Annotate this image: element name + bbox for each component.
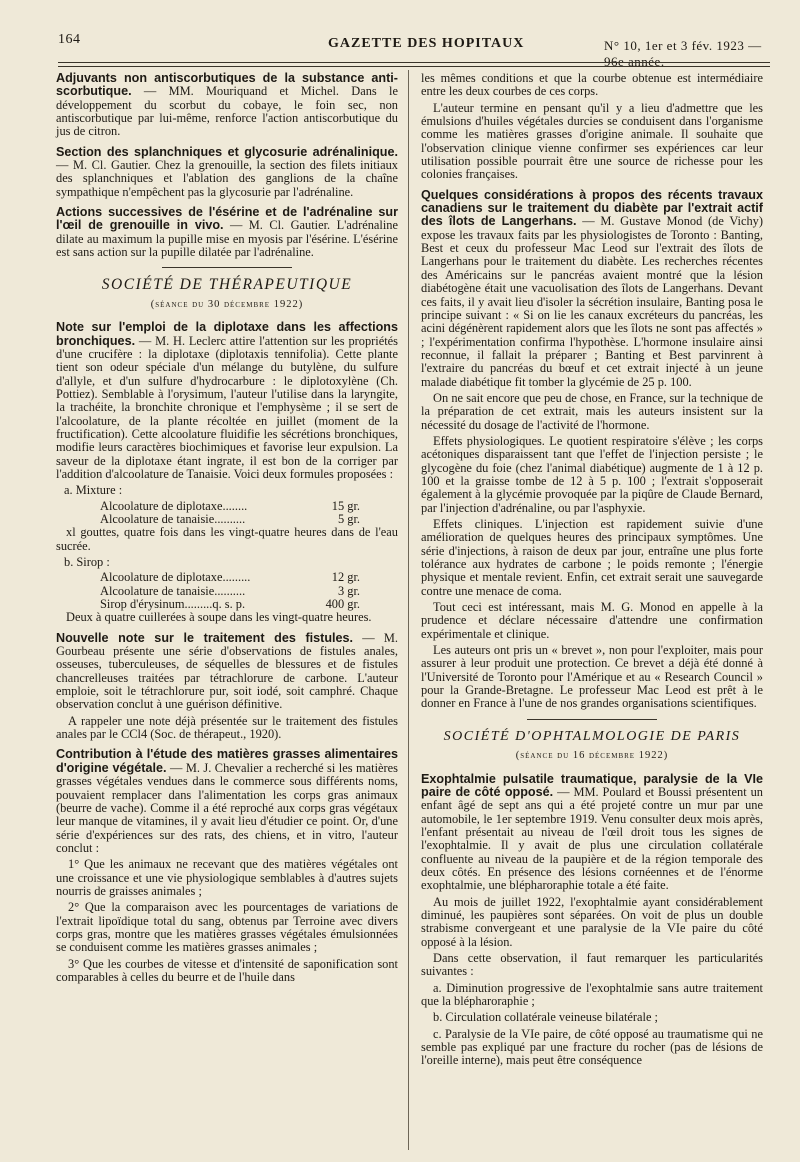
article-fistules	[56, 632, 398, 712]
right-column	[421, 72, 763, 1071]
formula-row	[56, 571, 398, 584]
formula-a-label: a. Mixture :	[64, 483, 123, 498]
section-subtitle: (séance du 16 décembre 1922)	[515, 750, 669, 762]
paragraph: Effets physiologiques. Le quotient respiratoire s'élève ; les corps acétoniques disparaissent tant que l'effet de l'injection persiste ; le glycogène du foie (chez l'animal diabétique) augmente de 1 à 12 p. 100 et la graisse tombe de 12 à 5 p. 100 ; l'extrait s'opposerait également à la glycémie provoquée par la piqûre de Claude Bernard, par l'injection d'adrénaline, ou par l'asphyxie.	[421, 433, 763, 515]
section-rule	[527, 719, 657, 720]
formula-ingredient: Alcoolature de tanaisie..........	[100, 583, 246, 598]
paragraph: L'auteur termine en pensant qu'il y a lieu d'admettre que les émulsions d'huiles végétales durcies se conduisent dans l'organisme comme les matières grasses d'origine animale. Il souhaite que l'observation clinique vienne confirmer ses expériences car leur utilisation possible pourrait être une source de richesse pour les colonies françaises.	[421, 100, 763, 182]
formula-row	[56, 500, 398, 513]
paragraph: Effets cliniques. L'injection est rapidement suivie d'une amélioration de quelques heures des principaux symptômes. Une série d'injections, à raison de deux par jour, entraîne une plus forte tolérance aux hydrates de carbone ; le poids remonte ; l'énergie physique et mentale revient. Enfin, cet extrait serait une sauvegarde contre une menace de coma.	[421, 517, 763, 598]
formula-ingredient: Alcoolature de diplotaxe.........	[100, 570, 251, 585]
article-body: — M. H. Leclerc attire l'attention sur les propriétés d'une crucifère : la diplotaxe (diplotaxis tennifolia). Cette plante tient son odeur spéciale d'un mélange du butylène, du sulfure d'allyle, et d'un sulfure d'hydrocarbure : le diplotoxylène (Ch. Pottiez). Semblable à l'orysimum, l'auteur l'utilise dans la laryngite, la trachéite, la bronchite chronique et l'emphysème ; il se sert de l'alcoolature, de la plante récoltée en juillet (moment de la fructification). Cette alcoolature fluidifie les sécrétions bronchiques, modifie leurs caractères biochimiques et favorise leur expulsion. La saveur de la diplotaxe étant ingrate, il est bon de la corriger par l'addition d'alcoolature de Tanaisie. Voici deux formules proposées :	[56, 333, 398, 481]
paragraph: 2° Que la comparaison avec les pourcentages de variations de l'extrait lipoïdique total du sang, obtenus par Terroine avec divers corps gras, montre que les matières grasses végétales émulsionnées se conduisent comme les matières grasses animales ;	[56, 900, 398, 955]
article-body: — MM. Poulard et Boussi présentent un enfant âgé de sept ans qui a été projeté contre un mur par une automobile, le 1er septembre 1919. Venu consulter deux mois après, l'enfant présentait au niveau de l'œil droit tous les signes de l'exophtalmie. Il y avait de plus une circulation collatérale confluente au niveau de la paupière et de la région temporale des deux côtés. En présence des lésions cornéennes et de l'énorme exophtalmie, une blépharoraphie totale a été faite.	[421, 784, 763, 893]
article-heading: Note sur l'emploi de la diplotaxe dans les affections bronchiques.	[56, 320, 398, 348]
paragraph: 3° Que les courbes de vitesse et d'intensité de saponification sont comparables à celles du beurre et de l'huile dans	[56, 956, 398, 984]
paragraph: Les auteurs ont pris un « brevet », non pour l'exploiter, mais pour assurer à leur produit une protection. Ce brevet a déjà été donné à l'Université de Toronto pour l'Amérique et au « Research Council » pour la Grande-Bretagne. Le professeur Mac Leod est prêt à le donner en France à l'une de nos grandes organisations scientifiques.	[421, 643, 763, 711]
formula-quantity: 5 gr.	[337, 511, 360, 526]
formula-ingredient: Sirop d'érysinum.........q. s. p.	[100, 597, 246, 612]
section-subtitle: (séance du 30 décembre 1922)	[150, 298, 304, 310]
section-title: SOCIÉTÉ D'OPHTALMOLOGIE DE PARIS	[443, 728, 741, 744]
article-heading: Adjuvants non antiscorbutiques de la substance anti-scorbutique.	[56, 71, 398, 99]
formula-quantity: 3 gr.	[337, 583, 360, 598]
formula-a-note: xl gouttes, quatre fois dans les vingt-quatre heures dans de l'eau sucrée.	[56, 525, 398, 553]
article-heading: Nouvelle note sur le traitement des fistules.	[56, 630, 354, 645]
article-diplotaxe	[56, 321, 398, 481]
paragraph: 1° Que les animaux ne recevant que des matières végétales ont une croissance et une vie physiologique semblables à d'autres sujets nourris de graisses animales ;	[56, 857, 398, 898]
article-body: — M. Gustave Monod (de Vichy) expose les travaux faits par les physiologistes de Toronto : Banting, Best et ceux du professeur Mac Leod sur l'extrait des îlots de Langerhans pour le traitement du diabète. Les recherches récentes des Américains sur le pancréas avaient montré que la lésion diabétogène était une vacuolisation des îlots de Langerhans. Devant ces faits, il y avait lieu d'isoler la sécrétion insulaire, Banting posa le principe suivant : « Si on lie les canaux excréteurs du pancréas, les acini dégénèrent rapidement alors que les îlots ne sont pas affectés » ; l'expérimentation confirma l'hypothèse. L'hormone insulaire ainsi reconnue, il fallait la préparer ; Banting et Best parvinrent à l'extraire du pancréas du bœuf et cet extrait injecté à un jeune malade diabétique fit tomber la glycémie de 25 p. 100.	[421, 214, 763, 389]
article-heading: Contribution à l'étude des matières grasses alimentaires d'origine végétale.	[56, 747, 398, 775]
section-title: SOCIÉTÉ DE THÉRAPEUTIQUE	[101, 276, 353, 294]
article-body: — M. J. Chevalier a recherché si les matières grasses végétales vendues dans le commerce sous différents noms, pouvaient remplacer dans l'alimentation les corps gras animaux (beurre de vache). Comme il a été reproché aux corps gras végétaux leur manque de vitamines, il y avait lieu d'étudier ce point. Or, d'une série d'expériences sur des rats, des chiens, et in vitro, l'auteur conclut :	[56, 760, 399, 855]
header-rule	[58, 62, 770, 63]
article-body: — M. Gourbeau présente une série d'observations de fistules anales, osseuses, tuberculeuses, de séquelles de blessures et de fistules chancrelleuses traitées par tétrachlorure de carbone. L'auteur emploie, soit le tétrachlorure pur, soit iodé, soit camphré. Chaque observation conclut à une guérison définitive.	[56, 630, 399, 712]
paragraph: Dans cette observation, il faut remarquer les particularités suivantes :	[421, 950, 763, 979]
article-heading: Actions successives de l'ésérine et de l'adrénaline sur l'œil de grenouille in vivo.	[56, 205, 398, 233]
paragraph: Au mois de juillet 1922, l'exophtalmie ayant considérablement diminué, les paupières sont séparées. On voit de plus un double strabisme convergeant et une paralysie de la VIe paire du côté opposé à la lésion.	[421, 894, 763, 949]
list-item: c. Paralysie de la VIe paire, de côté opposé au traumatisme qui ne semble pas expliqué par une fracture du rocher (pas de lésions de l'oreille interne), mais peut être conséquence	[421, 1026, 763, 1068]
journal-title: GAZETTE DES HOPITAUX	[328, 36, 525, 51]
formula-row	[56, 513, 398, 526]
list-item: a. Diminution progressive de l'exophtalmie sans autre traitement que la blépharoraphie ;	[421, 980, 763, 1008]
paragraph: On ne sait encore que peu de chose, en France, sur la technique de la préparation de cet extrait, mais les auteurs insistent sur la nécessité du dosage de l'activité de l'hormone.	[421, 390, 763, 432]
article-heading: Quelques considérations à propos des récents travaux canadiens sur le traitement du diabète par l'extrait actif des îlots de Langerhans.	[421, 187, 763, 229]
list-item: b. Circulation collatérale veineuse bilatérale ;	[433, 1010, 658, 1025]
section-rule	[162, 267, 292, 268]
formula-quantity: 400 gr.	[325, 597, 360, 612]
formula-b-note: Deux à quatre cuillerées à soupe dans les vingt-quatre heures.	[66, 610, 372, 625]
formula-quantity: 15 gr.	[331, 498, 360, 513]
paragraph: Tout ceci est intéressant, mais M. G. Monod en appelle à la prudence et déclare nécessaire d'attendre une confirmation expérimentale et clinique.	[421, 600, 763, 641]
formula-row	[56, 585, 398, 598]
article-eserine	[56, 206, 398, 259]
formula-quantity: 12 gr.	[331, 570, 360, 585]
issue-info: N° 10, 1er et 3 fév. 1923 — 96e année.	[604, 38, 762, 69]
article-body: — MM. Mouriquand et Michel. Dans le développement du scorbut du cobaye, le foin sec, non antiscorbutique par lui-même, renforce l'action antiscorbutique du jus de citron.	[56, 84, 398, 139]
paragraph: A rappeler une note déjà présentée sur le traitement des fistules anales par le CCl4 (Soc. de thérapeut., 1920).	[56, 713, 398, 742]
article-exophtalmie	[421, 773, 763, 893]
paragraph: les mêmes conditions et que la courbe obtenue est intermédiaire entre les deux courbes de ces corps.	[421, 71, 763, 99]
page-number: 164	[58, 32, 81, 47]
column-divider	[408, 70, 409, 1150]
formula-b-label: b. Sirop :	[64, 555, 110, 569]
article-heading: Section des splanchniques et glycosurie adrénalinique.	[56, 144, 398, 159]
header-rule-double	[58, 66, 770, 67]
article-adjuvants	[56, 72, 398, 139]
formula-ingredient: Alcoolature de tanaisie..........	[100, 511, 246, 526]
formula-row	[56, 598, 398, 611]
article-body: — M. Cl. Gautier. L'adrénaline dilate au maximum la pupille mise en myosis par l'ésérine. L'ésérine est sans action sur la pupille dilatée par l'adrénaline.	[56, 218, 398, 260]
article-glycosurie	[56, 146, 398, 199]
article-diabete	[421, 189, 763, 389]
article-matieres-grasses	[56, 748, 398, 855]
left-column	[56, 72, 398, 987]
article-body: — M. Cl. Gautier. Chez la grenouille, la section des filets initiaux des splanchniques et l'ablation des ganglions de la chaîne sympathique n'empêchent pas la glycosurie par l'adrénaline.	[56, 158, 398, 199]
article-heading: Exophtalmie pulsatile traumatique, paralysie de la VIe paire de côté opposé.	[421, 771, 763, 799]
page-header	[58, 26, 770, 69]
formula-ingredient: Alcoolature de diplotaxe........	[100, 498, 248, 513]
